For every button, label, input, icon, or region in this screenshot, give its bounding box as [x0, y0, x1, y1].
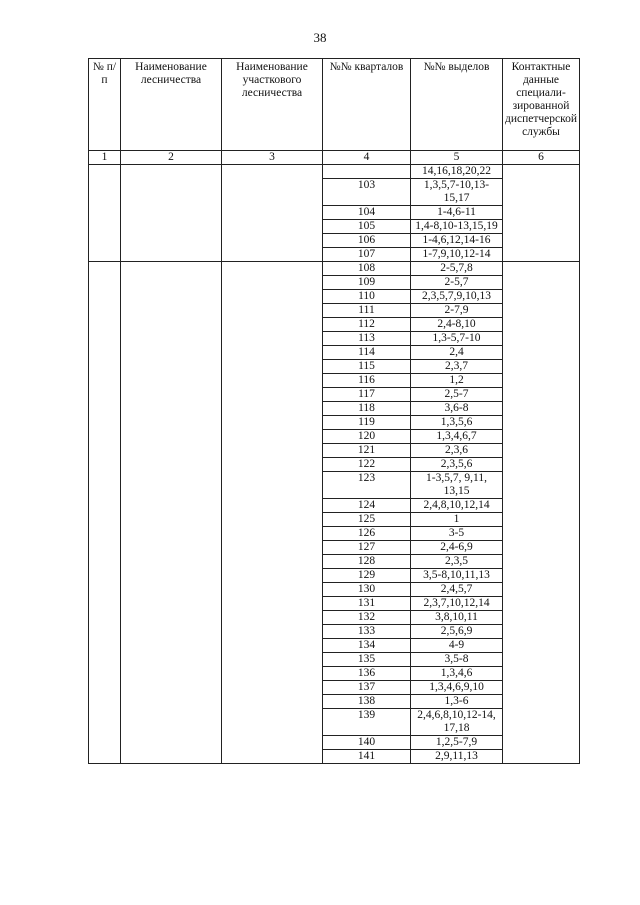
- quarter-cell: 119: [323, 416, 411, 430]
- quarter-cell: 126: [323, 527, 411, 541]
- blank-cell-contacts: [503, 262, 580, 764]
- header-cell: Контактные данные специали-зированной диспетчерской службы: [503, 59, 580, 151]
- allotment-cell: 2,4,8,10,12,14: [411, 499, 503, 513]
- quarter-cell: 105: [323, 220, 411, 234]
- allotment-cell: 2,5-7: [411, 388, 503, 402]
- allotment-cell: 4-9: [411, 639, 503, 653]
- allotment-cell: 2,3,5,6: [411, 458, 503, 472]
- page-number: 38: [313, 30, 327, 45]
- quarter-cell: 134: [323, 639, 411, 653]
- allotment-cell: 1,3,4,6,9,10: [411, 681, 503, 695]
- allotment-cell: 2,3,7,10,12,14: [411, 597, 503, 611]
- column-number: 1: [89, 151, 121, 165]
- allotment-cell: 1: [411, 513, 503, 527]
- quarter-cell: 120: [323, 430, 411, 444]
- allotment-cell: 1,3-5,7-10: [411, 332, 503, 346]
- allotment-cell: 2,3,5,7,9,10,13: [411, 290, 503, 304]
- allotment-cell: 2-7,9: [411, 304, 503, 318]
- blank-cell-no: [89, 165, 121, 262]
- quarter-cell: 104: [323, 206, 411, 220]
- quarter-cell: 113: [323, 332, 411, 346]
- quarter-cell: 139: [323, 709, 411, 736]
- allotment-cell: 2,4-6,9: [411, 541, 503, 555]
- allotment-cell: 2-5,7,8: [411, 262, 503, 276]
- column-number: 5: [411, 151, 503, 165]
- header-cell: Наименование лесничества: [121, 59, 222, 151]
- allotment-cell: 2,3,5: [411, 555, 503, 569]
- quarter-cell: 110: [323, 290, 411, 304]
- allotment-cell: 1,3,4,6,7: [411, 430, 503, 444]
- allotment-cell: 3,5-8: [411, 653, 503, 667]
- allotment-cell: 1,4-8,10-13,15,19: [411, 220, 503, 234]
- allotment-cell: 2,3,6: [411, 444, 503, 458]
- quarter-cell: 115: [323, 360, 411, 374]
- header-cell: № п/п: [89, 59, 121, 151]
- allotment-cell: 3-5: [411, 527, 503, 541]
- allotment-cell: 2,4-8,10: [411, 318, 503, 332]
- allotment-cell: 2,4: [411, 346, 503, 360]
- quarter-cell: 128: [323, 555, 411, 569]
- quarter-cell: [323, 165, 411, 179]
- column-number: 4: [323, 151, 411, 165]
- quarter-cell: 140: [323, 736, 411, 750]
- blank-cell-forestry: [121, 165, 222, 262]
- quarter-cell: 123: [323, 472, 411, 499]
- allotment-cell: 1,3,5,6: [411, 416, 503, 430]
- quarter-cell: 106: [323, 234, 411, 248]
- allotment-cell: 1,2: [411, 374, 503, 388]
- quarter-cell: 129: [323, 569, 411, 583]
- blank-cell-contacts: [503, 165, 580, 262]
- column-number: 2: [121, 151, 222, 165]
- quarter-cell: 111: [323, 304, 411, 318]
- allotment-cell: 1-3,5,7, 9,11, 13,15: [411, 472, 503, 499]
- allotment-cell: 3,5-8,10,11,13: [411, 569, 503, 583]
- allotment-cell: 2-5,7: [411, 276, 503, 290]
- allotment-cell: 3,6-8: [411, 402, 503, 416]
- quarter-cell: 127: [323, 541, 411, 555]
- allotment-cell: 14,16,18,20,22: [411, 165, 503, 179]
- quarter-cell: 107: [323, 248, 411, 262]
- forestry-table: [88, 58, 580, 764]
- quarter-cell: 116: [323, 374, 411, 388]
- quarter-cell: 109: [323, 276, 411, 290]
- allotment-cell: 1-7,9,10,12-14: [411, 248, 503, 262]
- allotment-cell: 2,4,6,8,10,12-14, 17,18: [411, 709, 503, 736]
- quarter-cell: 117: [323, 388, 411, 402]
- quarter-cell: 138: [323, 695, 411, 709]
- allotment-cell: 2,3,7: [411, 360, 503, 374]
- column-number-row: [89, 151, 580, 165]
- quarter-cell: 132: [323, 611, 411, 625]
- header-cell: №№ выделов: [411, 59, 503, 151]
- quarter-cell: 137: [323, 681, 411, 695]
- allotment-cell: 1-4,6,12,14-16: [411, 234, 503, 248]
- allotment-cell: 1,3,5,7-10,13-15,17: [411, 179, 503, 206]
- quarter-cell: 125: [323, 513, 411, 527]
- column-number: 3: [222, 151, 323, 165]
- allotment-cell: 2,9,11,13: [411, 750, 503, 764]
- quarter-cell: 136: [323, 667, 411, 681]
- blank-cell-no: [89, 262, 121, 764]
- allotment-cell: 2,4,5,7: [411, 583, 503, 597]
- quarter-cell: 122: [323, 458, 411, 472]
- quarter-cell: 135: [323, 653, 411, 667]
- header-cell: Наименование участкового лесничества: [222, 59, 323, 151]
- blank-cell-district: [222, 262, 323, 764]
- allotment-cell: 1,2,5-7,9: [411, 736, 503, 750]
- quarter-cell: 112: [323, 318, 411, 332]
- column-number: 6: [503, 151, 580, 165]
- allotment-cell: 3,8,10,11: [411, 611, 503, 625]
- allotment-cell: 1-4,6-11: [411, 206, 503, 220]
- quarter-cell: 131: [323, 597, 411, 611]
- quarter-cell: 133: [323, 625, 411, 639]
- blank-cell-district: [222, 165, 323, 262]
- table-row: [89, 165, 580, 179]
- quarter-cell: 141: [323, 750, 411, 764]
- header-row: [89, 59, 580, 151]
- quarter-cell: 103: [323, 179, 411, 206]
- quarter-cell: 124: [323, 499, 411, 513]
- quarter-cell: 118: [323, 402, 411, 416]
- table-row: [89, 262, 580, 276]
- header-cell: №№ кварталов: [323, 59, 411, 151]
- allotment-cell: 1,3-6: [411, 695, 503, 709]
- quarter-cell: 108: [323, 262, 411, 276]
- allotment-cell: 2,5,6,9: [411, 625, 503, 639]
- blank-cell-forestry: [121, 262, 222, 764]
- quarter-cell: 121: [323, 444, 411, 458]
- allotment-cell: 1,3,4,6: [411, 667, 503, 681]
- quarter-cell: 114: [323, 346, 411, 360]
- quarter-cell: 130: [323, 583, 411, 597]
